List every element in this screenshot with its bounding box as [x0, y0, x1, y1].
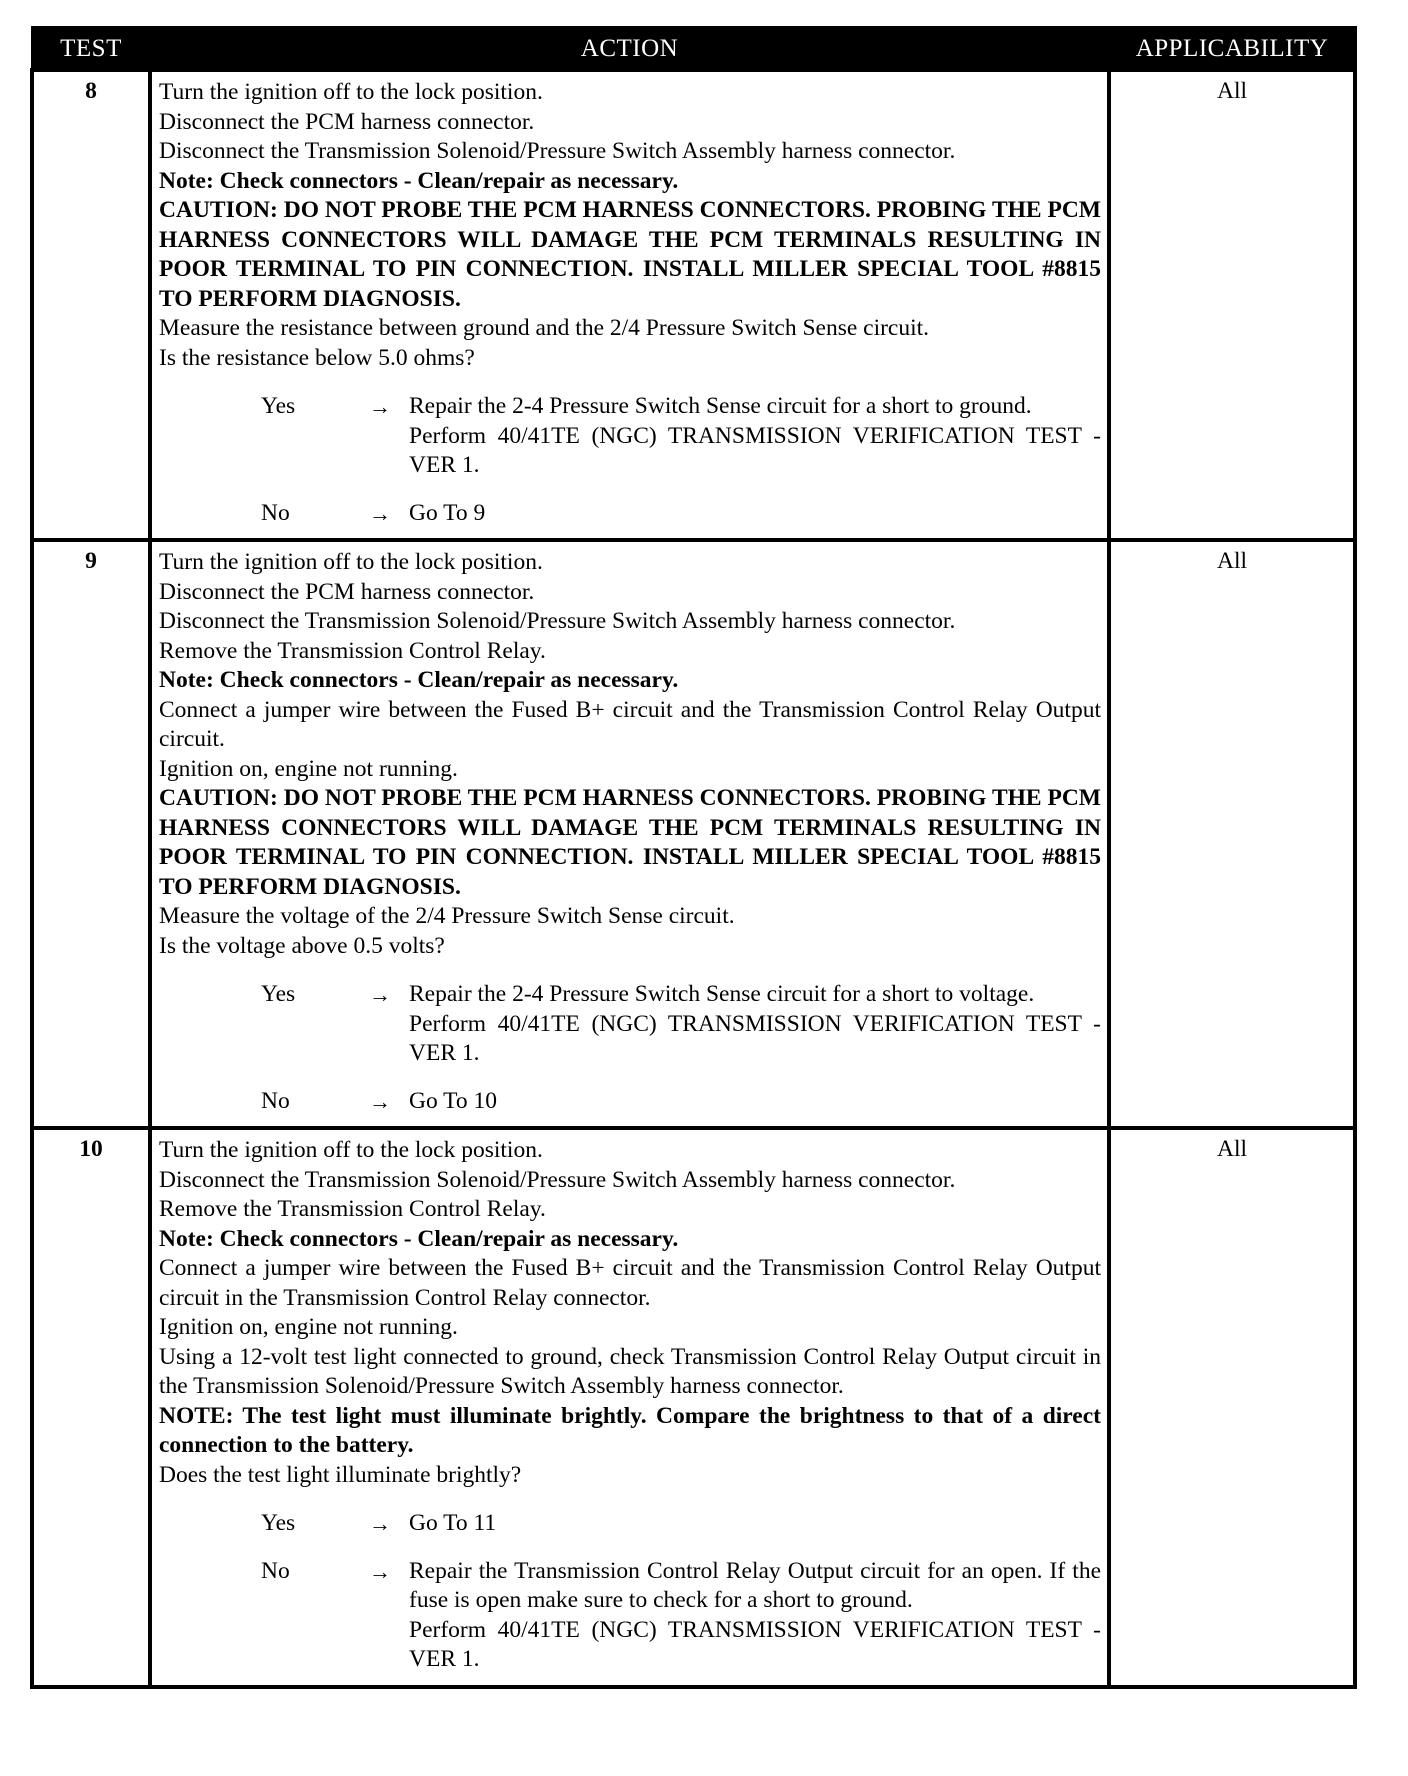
action-step: Turn the ignition off to the lock position. [159, 79, 543, 105]
action-cell [150, 70, 1109, 540]
table-row [32, 70, 1355, 540]
action-note: Note: Check connectors - Clean/repair as necessary. [159, 1225, 679, 1252]
action-step: Measure the resistance between ground and the 2/4 Pressure Switch Sense circuit. [159, 315, 930, 341]
arrow-right-icon: → [369, 1558, 391, 1584]
applicability-cell: All [1109, 70, 1355, 540]
branch-result [409, 1087, 1101, 1117]
decision-branch [159, 1087, 1101, 1117]
action-note: CAUTION: DO NOT PROBE THE PCM HARNESS CONNECTORS. PROBING THE PCM HARNESS CONNECTORS WILL DAMAGE THE PCM TERMINALS RESULTING IN POOR TERMINAL TO PIN CONNECTION. INSTALL MILLER SPECIAL TOOL #8815 TO PERFORM DIAGNOSIS. [159, 785, 1101, 900]
decision-branch [159, 980, 1101, 1069]
test-number: 9 [32, 540, 150, 1128]
branch-result-line: Go To 11 [409, 1510, 497, 1536]
diagnostic-test-table [30, 26, 1357, 1689]
table-header-row [32, 28, 1355, 71]
branch-result [409, 392, 1101, 481]
action-step: Does the test light illuminate brightly? [159, 1461, 522, 1488]
arrow-right-icon: → [369, 394, 391, 419]
branch-answer: No [261, 499, 290, 526]
action-step: Disconnect the PCM harness connector. [159, 578, 535, 605]
branch-result-line: Perform 40/41TE (NGC) TRANSMISSION VERIFICATION TEST - VER 1. [409, 1010, 1101, 1066]
action-note: Note: Check connectors - Clean/repair as necessary. [159, 667, 679, 693]
action-step: Using a 12-volt test light connected to ground, check Transmission Control Relay Output circuit in the Transmission Solenoid/Pressure Switch Assembly harness connector. [159, 1343, 1101, 1399]
branch-answer: Yes [261, 393, 296, 419]
branch-result-line: Repair the 2-4 Pressure Switch Sense circuit for a short to ground. [409, 393, 1032, 419]
arrow-right-icon: → [369, 1088, 391, 1114]
branch-result [409, 980, 1101, 1069]
action-step: Measure the voltage of the 2/4 Pressure Switch Sense circuit. [159, 903, 735, 929]
table-row [32, 1128, 1355, 1687]
action-step: Remove the Transmission Control Relay. [159, 637, 546, 664]
action-note: Note: Check connectors - Clean/repair as necessary. [159, 167, 679, 194]
action-step: Disconnect the Transmission Solenoid/Pressure Switch Assembly harness connector. [159, 608, 956, 634]
header-test: TEST [32, 28, 150, 71]
test-number: 10 [32, 1128, 150, 1687]
action-cell [150, 540, 1109, 1128]
table-body [32, 70, 1355, 1687]
branch-answer: Yes [261, 1510, 296, 1536]
action-step: Disconnect the PCM harness connector. [159, 108, 535, 135]
branch-answer: No [261, 1557, 290, 1584]
applicability-cell: All [1109, 1128, 1355, 1687]
action-step: Ignition on, engine not running. [159, 755, 458, 782]
action-note: CAUTION: DO NOT PROBE THE PCM HARNESS CONNECTORS. PROBING THE PCM HARNESS CONNECTORS WILL DAMAGE THE PCM TERMINALS RESULTING IN POOR TERMINAL TO PIN CONNECTION. INSTALL MILLER SPECIAL TOOL #8815 TO PERFORM DIAGNOSIS. [159, 197, 1101, 312]
branch-result-line: Go To 10 [409, 1087, 498, 1114]
action-step: Is the voltage above 0.5 volts? [159, 932, 445, 959]
branch-result-line: Repair the 2-4 Pressure Switch Sense circuit for a short to voltage. [409, 981, 1035, 1007]
decision-branch [159, 1509, 1101, 1539]
table-row [32, 540, 1355, 1128]
action-step: Disconnect the Transmission Solenoid/Pressure Switch Assembly harness connector. [159, 138, 956, 164]
header-action: ACTION [150, 28, 1109, 71]
action-note: NOTE: The test light must illuminate brightly. Compare the brightness to that of a direct connection to the battery. [159, 1402, 1101, 1458]
arrow-right-icon: → [369, 1511, 391, 1536]
action-step: Connect a jumper wire between the Fused B+ circuit and the Transmission Control Relay Output circuit. [159, 696, 1101, 752]
action-cell [150, 1128, 1109, 1687]
action-step: Connect a jumper wire between the Fused B+ circuit and the Transmission Control Relay Output circuit in the Transmission Control Relay connector. [159, 1255, 1101, 1311]
applicability-cell: All [1109, 540, 1355, 1128]
action-step: Turn the ignition off to the lock position. [159, 1137, 543, 1163]
branch-result [409, 499, 1101, 529]
test-number: 8 [32, 70, 150, 540]
branch-result [409, 1557, 1101, 1675]
decision-branch [159, 1557, 1101, 1675]
header-applicability: APPLICABILITY [1109, 28, 1355, 71]
branch-result [409, 1509, 1101, 1539]
arrow-right-icon: → [369, 500, 391, 526]
action-step: Is the resistance below 5.0 ohms? [159, 344, 475, 371]
arrow-right-icon: → [369, 982, 391, 1007]
branch-result-line: Perform 40/41TE (NGC) TRANSMISSION VERIFICATION TEST - VER 1. [409, 422, 1101, 478]
action-step: Remove the Transmission Control Relay. [159, 1196, 546, 1222]
decision-branch [159, 392, 1101, 481]
action-step: Turn the ignition off to the lock position. [159, 549, 543, 575]
branch-result-line: Go To 9 [409, 499, 486, 526]
branch-answer: Yes [261, 981, 296, 1007]
decision-branch [159, 499, 1101, 529]
action-step: Ignition on, engine not running. [159, 1314, 458, 1340]
branch-result-line: Perform 40/41TE (NGC) TRANSMISSION VERIFICATION TEST - VER 1. [409, 1616, 1101, 1672]
branch-result-line: Repair the Transmission Control Relay Output circuit for an open. If the fuse is open make sure to check for a short to ground. [409, 1557, 1101, 1613]
action-step: Disconnect the Transmission Solenoid/Pressure Switch Assembly harness connector. [159, 1166, 956, 1193]
branch-answer: No [261, 1087, 290, 1114]
